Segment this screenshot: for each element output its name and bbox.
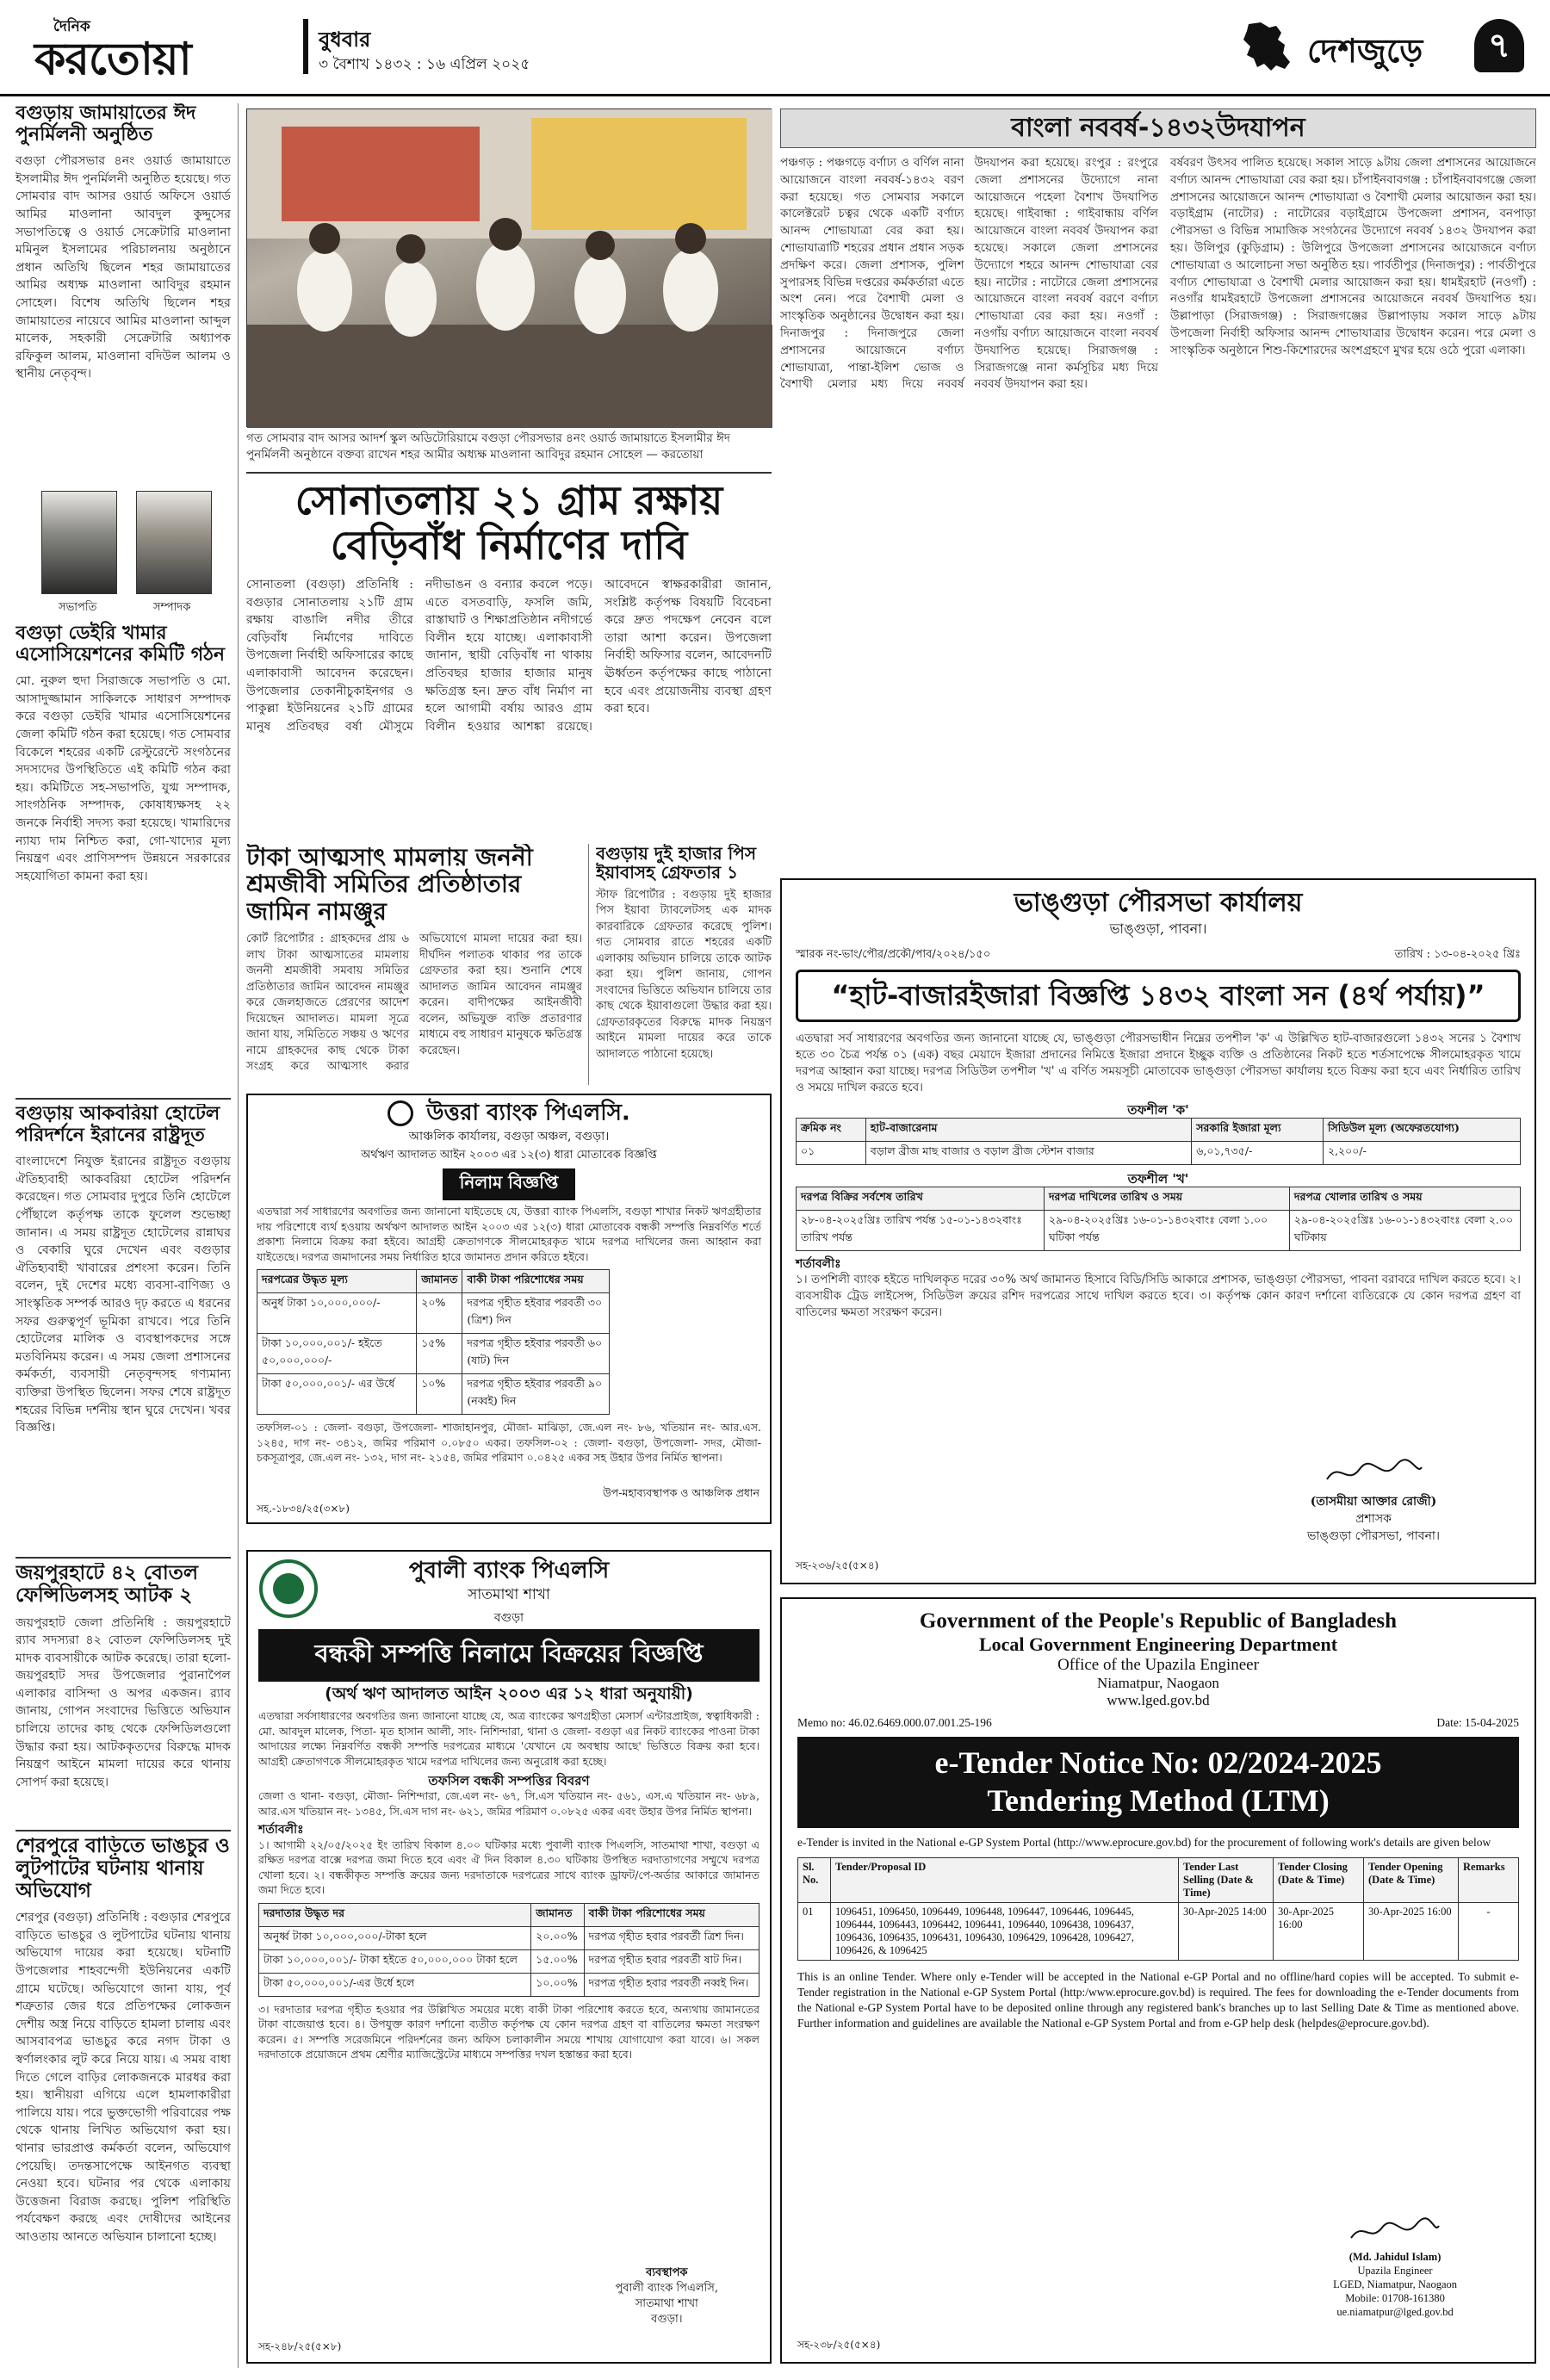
divider <box>16 1098 231 1100</box>
th-bid: দরদাতার উদ্ধৃত দর <box>259 1903 531 1926</box>
story-sonatala <box>246 479 772 840</box>
cell: ১০% <box>417 1374 462 1415</box>
sign-city: বগুড়া। <box>651 2313 683 2326</box>
table-header <box>798 1858 1519 1903</box>
signatory: উপ-মহাব্যবস্থাপক ও আঞ্চলিক প্রধান <box>603 1486 760 1499</box>
cell: ০১ <box>797 1142 866 1165</box>
sign-branch: সাতমাথা শাখা <box>635 2297 698 2310</box>
new-year-banner <box>780 108 1536 148</box>
schedule-k-title: তফশীল 'ক' <box>1127 1102 1189 1119</box>
city: বগুড়া <box>493 1611 524 1626</box>
divider <box>16 1830 231 1831</box>
cell: ১৫.০০% <box>531 1949 584 1973</box>
ad-pubali-bank-auction <box>246 1550 772 2364</box>
masthead <box>0 0 1550 96</box>
story-bail-rejected <box>246 844 582 1085</box>
th-payment: বাকী টাকা পরিশোধের সময় <box>462 1270 610 1293</box>
cell: টাকা ৫০,০০০,০০১/-এর উর্ধে হলে <box>259 1973 531 1996</box>
bank-name <box>257 1100 761 1126</box>
ad-uttara-bank-auction <box>246 1094 772 1524</box>
headline: টাকা আত্মসাৎ মামলায় জননী শ্রমজীবী সমিতির প্রতিষ্ঠাতার জামিন নামঞ্জুর <box>246 844 533 926</box>
office-place: ভাঙ্গুড়া, পাবনা। <box>1109 920 1207 937</box>
cell: ২৯-০৪-২০২৫খ্রিঃ ১৬-০১-১৪৩২বাংঃ বেলা ১.০০ ঘটিকা পর্যন্ত <box>1044 1211 1289 1251</box>
th: সরকারি ইজারা মূল্য <box>1192 1119 1324 1142</box>
property-schedule: তফসিল-০১ : জেলা- বগুড়া, উপজেলা- শাজাহানপুর, মৌজা- মাঝিড়া, জে.এল নং- ৮৬, খতিয়ান নং- আর.এস. ১২৪৫, দাগ নং- ৩৪১২, জমির পরিমাণ ০.০৮৫০ একর। তফসিল-০২ : জেলা- বগুড়া, উপজেলা- সদর, মৌজা- চকসূত্রাপুর, জে.এল নং- ১৩২, দাগ নং- ২১৫৪, জমির পরিমাণ ০.০৪২৫ একর সহ উহার উপর নির্মিত স্থাপনা। <box>257 1421 761 1464</box>
ad-code: সহ-২৪৮/২৫(৫×৮) <box>258 2340 342 2352</box>
gov-name: Government of the People's Republic of Bangladesh <box>919 1609 1398 1633</box>
branch: আঞ্চলিক কার্যালয়, বগুড়া অঞ্চল, বগুড়া। <box>408 1130 610 1144</box>
th-sl: Sl. No. <box>798 1858 831 1903</box>
notice-title: নিলাম বিজ্ঞপ্তি <box>443 1168 576 1200</box>
section-label <box>1231 17 1472 76</box>
cell: ১০.০০% <box>531 1973 584 1996</box>
divider <box>16 1557 231 1559</box>
memo-number: স্মারক নং-ভাং/পৌর/প্রকৌ/পাব/২০২৪/১৫০ <box>796 947 991 961</box>
signatory-block <box>1333 2217 1457 2319</box>
cell: টাকা ১০,০০০,০০১/- হইতে ৫০,০০০,০০০/- <box>257 1334 417 1374</box>
table-header <box>259 1903 760 1926</box>
th-remarks: Remarks <box>1459 1858 1519 1903</box>
th-closing: Tender Closing (Date & Time) <box>1274 1858 1364 1903</box>
terms-title: শর্তাবলীঃ <box>796 1257 841 1272</box>
terms: ১। তপশিলী ব্যাংক হইতে দাখিলকৃত দরের ৩০% অর্থ জামানত হিসাবে বিডি/সিডি আকারে প্রশাসক, ভাঙ্গুড়া পৌরসভা, পাবনা বরাবরে দাখিল করতে হবে। ২। ব্যবসায়ীক ট্রেড লাইসেন্স, সিডিউল ক্রয়ের রশিদ দরপত্রের সাথে দাখিল করতে হবে। ৩। কর্তৃপক্ষ কোন কারণ দর্শানো ব্যতিরেকে যে কোন দরপত্র গ্রহণ বা বাতিলের ক্ষমতা সংরক্ষণ করেন। <box>796 1272 1522 1319</box>
table-row <box>259 1949 760 1973</box>
signatory-block <box>615 2265 718 2327</box>
table-header <box>257 1270 610 1293</box>
cell: 30-Apr-2025 16:00 <box>1364 1903 1459 1961</box>
notice-intro: এতদ্বারা সর্ব সাধারণের অবগতির জন্য জানানো যাইতেছে যে, উত্তরা ব্যাংক পিএলসি, বগুড়া শাখার নিকট ঋণগ্রহীতার দায় পরিশোধে ব্যর্থ হওয়ায় অর্থঋণ আদালত আইন ২০০৩ এর ১২(৩) ধারা মোতাবেক বন্ধকী সম্পত্তি নিম্নবর্ণিত শর্তে প্রকাশ্য নিলামে বিক্রয় করা হইবে। আগ্রহী ক্রেতাগণকে সীলমোহরকৃত খামে দরপত্র দাখিলের জন্য আহ্বান করা যাইতেছে। দরপত্র জমাদানের সময় নির্ধারিত হারে জামানত প্রদান করিতে হইবে। <box>257 1205 761 1263</box>
pubali-bank-logo-icon <box>258 1559 319 1619</box>
branch: সাতমাথা শাখা <box>468 1586 550 1604</box>
th-opening: Tender Opening (Date & Time) <box>1364 1858 1459 1903</box>
divider <box>246 472 772 474</box>
story-body: মো. নুরুল হুদা সিরাজকে সভাপতি ও মো. আসাদুজ্জামান সাকিলকে সাধারণ সম্পাদক করে বগুড়া ডেইরি খামার এসোসিয়েশনের জেলা কমিটি গঠন করা হয়েছে। গত সোমবার বিকেলে শহরের একটি রেস্টুরেন্টে সংগঠনের সদস্যদের উপস্থিতিতে এই কমিটি গঠন করা হয়। কমিটিতে সহ-সভাপতি, যুগ্ম সম্পাদক, সাংগঠনিক সম্পাদক, কোষাধ্যক্ষসহ ২২ জনকে নির্বাহী সদস্য করা হয়েছে। খামারিদের ন্যায্য দাম নিশ্চিত করা, গো-খাদ্যের মূল্য নিয়ন্ত্রণ এবং প্রাণিসম্পদ উন্নয়নে সরকারের সহযোগিতা কামনা করা হয়। <box>16 674 231 883</box>
newspaper-logo <box>34 15 293 85</box>
th: হাট-বাজারেনাম <box>865 1119 1191 1142</box>
story-body: শেরপুর (বগুড়া) প্রতিনিধি : বগুড়ার শেরপুরে বাড়িতে ভাঙচুর ও লুটপাটের ঘটনায় থানায় অভিযোগ দায়ের করা হয়েছে। ঘটনাটি উপজেলার শাহবন্দেগী ইউনিয়নের একটি গ্রামে ঘটেছে। অভিযোগে জানা যায়, পূর্ব শত্রুতার জের ধরে প্রতিপক্ষের লোকজন দেশীয় অস্ত্র নিয়ে বাড়িতে হামলা চালায় এবং আসবাবপত্র ভাঙচুর করে নগদ টাকা ও স্বর্ণালংকার লুট করে নিয়ে যায়। এ সময় বাধা দিতে গেলে বাড়ির লোকজনকে মারধর করা হয়। স্থানীয়রা এগিয়ে এলে হামলাকারীরা পালিয়ে যায়। পরে ভুক্তভোগী পরিবারের পক্ষ থেকে থানায় লিখিত অভিযোগ করা হয়। থানার ভারপ্রাপ্ত কর্মকর্তা বলেন, অভিযোগ পেয়েছি। তদন্তসাপেক্ষে আইনগত ব্যবস্থা নেওয়া হবে। ঘটনার পর থেকে এলাকায় উত্তেজনা বিরাজ করছে। পুলিশ পরিস্থিতি পর্যবেক্ষণ করছে এবং দোষীদের আইনের আওতায় আনতে অভিযান চালানো হচ্ছে। <box>16 1911 231 2244</box>
cell: 1096451, 1096450, 1096449, 1096448, 1096447, 1096446, 1096445, 1096444, 1096443, 1096442, 1096441, 1096440, 1096438, 1096437, 1096436, 1096435, 1096431, 1096430, 1096429, 1096428, 1096427, 1096426, & 1096425 <box>831 1903 1179 1961</box>
dept-name: Local Government Engineering Department <box>978 1633 1338 1655</box>
terms-top: ১। আগামী ২২/০৫/২০২৫ ইং তারিখ বিকাল ৪.০০ ঘটিকার মধ্যে পুবালী ব্যাংক পিএলসি, সাতমাথা শাখা, বগুড়া এ রক্ষিত দরপত্র বাক্সে দরপত্র জমা দিতে হবে এবং ঐ দিন বিকাল ৪.৩০ ঘটিকায় উপস্থিত দরদাতাগণের সম্মুখে দরপত্র খোলা হবে। ২। বন্ধকীকৃত সম্পত্তি ক্রয়ের জন্য দরদাতাকে দরপত্রের সাথে ব্যাংক ড্রাফট/পে-অর্ডার আকারে জামানত জমা দিতে হবে। <box>258 1838 760 1897</box>
story-body: স্টাফ রিপোর্টার : বগুড়ায় দুই হাজার পিস ইয়াবা ট্যাবলেটসহ এক মাদক কারবারিকে গ্রেফতার করেছে পুলিশ। গত সোমবার রাতে শহরের একটি এলাকায় অভিযান চালিয়ে তাকে আটক করা হয়। পুলিশ জানায়, গোপন সংবাদের ভিত্তিতে অভিযান চালিয়ে তার কাছ থেকে ইয়াবাগুলো উদ্ধার করা হয়। গ্রেফতারকৃতের বিরুদ্ধে মাদক নিয়ন্ত্রণ আইনে মামলা দায়ের করে তাকে আদালতে পাঠানো হয়েছে। <box>596 888 772 1061</box>
memo-number: Memo no: 46.02.6469.000.07.001.25-196 <box>797 1716 992 1729</box>
memo-date: তারিখ : ১৩-০৪-২০২৫ খ্রিঃ <box>1394 947 1521 961</box>
tender-notice-number: e-Tender Notice No: 02/2024-2025 <box>934 1745 1382 1780</box>
banner-text: বাংলা নববর্ষ-১৪৩২উদযাপন <box>1011 113 1305 143</box>
column-rule <box>238 103 239 2368</box>
cell: দরপত্র গৃহীত হইবার পরবর্তী ৯০ (নব্বই) দিন <box>462 1374 610 1415</box>
logo-small-text: দৈনিক <box>53 18 90 35</box>
cell: টাকা ৫০,০০০,০০১/- এর উর্ধে <box>257 1374 417 1415</box>
story-body: বগুড়া পৌরসভার ৪নং ওয়ার্ড জামায়াতে ইসলামীর ঈদ পুনর্মিলনী অনুষ্ঠিত হয়েছে। গত সোমবার বাদ আসর ওয়ার্ড অফিসে ওয়ার্ড আমির মাওলানা আবদুল কুদ্দুসের সভাপতিত্বে ও ওয়ার্ড সেক্রেটারি মাওলানা মমিনুল ইসলামের পরিচালনায় অনুষ্ঠানে প্রধান অতিথি ছিলেন শহর জামায়াতের আমির অধ্যক্ষ মাওলানা আবিদুর রহমান সোহেল। বিশেষ অতিথি ছিলেন শহর জামায়াতের নায়েবে আমির মাওলানা আব্দুল মালেক, সহকারী সেক্রেটারি অধ্যাপক রফিকুল আলম, মাওলানা বদিউল আলম ও স্থানীয় নেতৃবৃন্দ। <box>16 154 231 381</box>
story-body: জয়পুরহাট জেলা প্রতিনিধি : জয়পুরহাটে র‌্যাব সদস্যরা ৪২ বোতল ফেন্সিডিলসহ দুই মাদক ব্যবসায়ীকে আটক করেছে। তারা হলো-জয়পুরহাট সদর উপজেলার পুরানাপৈল এলাকার বাসিন্দা ও অপর একজন। র‌্যাব জানায়, গোপন সংবাদের ভিত্তিতে অভিযান চালিয়ে তাদের কাছ থেকে ফেন্সিডিলগুলো উদ্ধার করা হয়। আটককৃতদের বিরুদ্ধে মাদক নিয়ন্ত্রণ আইনে মামলা দায়ের করে থানায় সোপর্দ করা হয়েছে। <box>16 1615 231 1789</box>
table-row <box>259 1973 760 1996</box>
th-payment: বাকী টাকা পরিশোধের সময় <box>584 1903 759 1926</box>
notice-intro: এতদ্বারা সর্বসাধারণের অবগতির জন্য জানানো যাচ্ছে যে, অত্র ব্যাংকের ঋণগ্রহীতা মেসার্স এন্টারপ্রাইজ, স্বত্বাধিকারী : মো. আবদুল মালেক, পিতা- মৃত হাসান আলী, সাং- নিশিন্দারা, থানা ও জেলা- বগুড়া এর নিকট ব্যাংকের পাওনা টাকা আদায়ের লক্ষ্যে নিম্নবর্ণিত বন্ধকী সম্পত্তি দরপত্রের মাধ্যমে 'যেখানে যে অবস্থায় আছে' ভিত্তিতে বিক্রয় করা হবে। আগ্রহী ক্রেতাগণকে সীলমোহরকৃত খামে দরপত্র দাখিলের জন্য অনুরোধ করা হচ্ছে। <box>258 1709 760 1768</box>
schedule-kh-title: তফশীল 'খ' <box>1127 1171 1189 1187</box>
cell: ২৯-০৪-২০২৫খ্রিঃ ১৬-০১-১৪৩২বাংঃ বেলা ২.০০ ঘটিকায় <box>1289 1211 1520 1251</box>
cell: টাকা ১০,০০০,০০১/- টাকা হইতে ৫০,০০০,০০০ টাকা হলে <box>259 1949 531 1973</box>
th: দরপত্র দাখিলের তারিখ ও সময় <box>1044 1187 1289 1211</box>
label-secretary: সম্পাদক <box>153 601 191 614</box>
th: সিডিউল মূল্য (অফেরতযোগ্য) <box>1323 1119 1520 1142</box>
law-ref: (অর্থ ঋণ আদালত আইন ২০০৩ এর ১২ ধারা অনুযায়ী) <box>325 1684 693 1703</box>
sign-org: LGED, Niamatpur, Naogaon <box>1333 2278 1457 2290</box>
masthead-divider <box>303 19 308 74</box>
ad-code: সহ-২৩৮/২৫(৫×৪) <box>797 2339 881 2351</box>
cell: ২৮-০৪-২০২৫খ্রিঃ তারিখ পর্যন্ত ১৫-০১-১৪৩২বাংঃ তারিখ পর্যন্ত <box>797 1211 1045 1251</box>
office-name: ভাঙ্গুড়া পৌরসভা কার্যালয় <box>1014 888 1303 918</box>
headline: বগুড়া ডেইরি খামার এসোসিয়েশনের কমিটি গঠন <box>16 623 226 666</box>
notice-title: “হাট-বাজারইজারা বিজ্ঞপ্তি ১৪৩২ বাংলা সন (৪র্থ পর্যায়)” <box>796 970 1521 1023</box>
sign-bank: পুবালী ব্যাংক পিএলসি, <box>615 2282 718 2295</box>
headline-line-2: বেড়িবাঁধ নির্মাণের দাবি <box>330 521 688 568</box>
signer-title: প্রশাসক <box>1355 1512 1392 1526</box>
signature-mark <box>1322 1457 1425 1488</box>
office-place: Niamatpur, Naogaon <box>1097 1675 1219 1691</box>
terms-title: শর্তাবলীঃ <box>258 1823 304 1838</box>
tender-title-block <box>797 1737 1519 1828</box>
sign-email: ue.niamatpur@lged.gov.bd <box>1336 2306 1454 2318</box>
tender-intro: e-Tender is invited in the National e-GP System Portal (http://www.eprocure.gov.bd) for the procurement of following work's details are given below <box>797 1836 1491 1849</box>
story-body: সোনাতলা (বগুড়া) প্রতিনিধি : বগুড়ার সোনাতলায় ২১টি গ্রাম রক্ষায় বাঙালি নদীর তীরে বেড়িবাঁধ নির্মাণের দাবিতে উপজেলা নির্বাহী অফিসারের কাছে এলাকাবাসী আবেদন করেছেন। উপজেলার তেকানীচুকাইনগর ও পাকুল্লা ইউনিয়নের ২১টি গ্রামের মানুষ প্রতিবছর বর্ষা মৌসুমে নদীভাঙন ও বন্যার কবলে পড়ে। এতে বসতবাড়ি, ফসলি জমি, রাস্তাঘাট ও শিক্ষাপ্রতিষ্ঠান নদীগর্ভে বিলীন হয়ে যাচ্ছে। এলাকাবাসী জানান, স্থায়ী বেড়িবাঁধ না থাকায় প্রতিবছর হাজার হাজার মানুষ ক্ষতিগ্রস্ত হন। দ্রুত বাঁধ নির্মাণ না হলে আগামী বর্ষায় আরও গ্রাম বিলীন হওয়ার আশঙ্কা রয়েছে। আবেদনে স্বাক্ষরকারীরা জানান, সংশ্লিষ্ট কর্তৃপক্ষ বিষয়টি বিবেচনা করে দ্রুত পদক্ষেপ নেবেন বলে তারা আশা করেন। উপজেলা নির্বাহী অফিসার বলেন, আবেদনটি ঊর্ধ্বতন কর্তৃপক্ষের কাছে পাঠানো হবে এবং প্রয়োজনীয় ব্যবস্থা গ্রহণ করা হবে। <box>246 578 772 734</box>
deposit-table <box>258 1903 760 1997</box>
new-year-column-1: পঞ্চগড় : পঞ্চগড়ে বর্ণাঢ্য ও বর্ণিল নানা আয়োজনে বাংলা নববর্ষ-১৪৩২ বরণ করা হয়েছে। গত সোমবার সকালে কালেক্টরেট চত্বর থেকে একটি বর্ণাঢ্য আনন্দ শোভাযাত্রা বের করা হয়। শোভাযাত্রাটি শহরের প্রধান প্রধান সড়ক প্রদক্ষিণ করে। জেলা প্রশাসক, পুলিশ সুপারসহ বিভিন্ন দপ্তরের কর্মকর্তারা এতে অংশ নেন। পরে বৈশাখী মেলা ও সাংস্কৃতিক অনুষ্ঠানের উদ্বোধন করা হয়। দিনাজপুর : দিনাজপুরে জেলা প্রশাসনের আয়োজনে বর্ণাঢ্য শোভাযাত্রা, পান্তা-ইলিশ ভোজ ও বৈশাখী মেলার মধ্য দিয়ে নববর্ষ উদযাপন করা হয়েছে। রংপুর : রংপুরে জেলা প্রশাসনের উদ্যোগে নানা আয়োজনে পহেলা বৈশাখ উদযাপিত হয়েছে। গাইবান্ধা : গাইবান্ধায় বর্ণিল আয়োজনে বাংলা নববর্ষ উদযাপন করা হয়েছে। সকালে জেলা প্রশাসনের উদ্যোগে শহরে আনন্দ শোভাযাত্রা বের হয়। নাটোর : নাটোরে জেলা প্রশাসনের আয়োজনে বাংলা নববর্ষ বরণে বর্ণাঢ্য শোভাযাত্রা বের করা হয়। নওগাঁ : নওগাঁয় বর্ণাঢ্য আয়োজনে বাংলা নববর্ষ উদযাপিত হয়েছে। সিরাজগঞ্জ : সিরাজগঞ্জে নানা কর্মসূচির মধ্য দিয়ে নববর্ষ উদযাপন করা হয়। <box>780 156 1158 392</box>
law-ref: অর্থঋণ আদালত আইন ২০০৩ এর ১২(৩) ধারা মোতাবেক বিজ্ঞপ্তি <box>361 1149 657 1162</box>
cell: অনুর্ধ টাকা ১০,০০০,০০০/- <box>257 1293 417 1334</box>
office-name: Office of the Upazila Engineer <box>1057 1656 1259 1674</box>
section-name: দেশজুড়ে <box>1307 32 1423 70</box>
table-row <box>259 1926 760 1949</box>
headline: বগুড়ায় জামায়াতের ঈদ পুনর্মিলনী অনুষ্ঠিত <box>16 103 196 146</box>
table-header <box>797 1119 1521 1142</box>
tender-table <box>797 1857 1519 1961</box>
cell: 01 <box>798 1903 831 1961</box>
story-new-year <box>780 108 1536 866</box>
notice-intro: এতদ্বারা সর্ব সাধারণের অবগতির জন্য জানানো যাচ্ছে যে, ভাঙ্গুড়া পৌরসভাধীন নিম্নের তপশীল 'ক' এ উল্লিখিত হাট-বাজারগুলো ১৪৩২ সনের ১ বৈশাখ হতে ৩০ চৈত্র পর্যন্ত ০১ (এক) বছর মেয়াদে ইজারা প্রদানের নিমিত্তে ইজারা প্রদানে ইচ্ছুক ব্যক্তি ও প্রতিষ্ঠানের নিকট হতে শর্তসাপেক্ষে সীলমোহরকৃত খামে দরপত্র আহ্বান করা যাচ্ছে। দরপত্র সিডিউল তপশীল 'খ' এ বর্ণিত সময়সূচী মোতাবেক ভাঙ্গুড়া পৌরসভা কার্যালয় হতে বিক্রয় করা হবে এবং নির্ধারিত তারিখ ও সময়ে দাখিল করতে হবে। <box>796 1032 1521 1095</box>
masthead-day: বুধবার <box>319 28 371 52</box>
th: দরপত্র বিক্রির সর্বশেষ তারিখ <box>797 1187 1045 1211</box>
masthead-date: ৩ বৈশাখ ১৪৩২ : ১৬ এপ্রিল ২০২৫ <box>319 56 530 73</box>
ad-lged-etender <box>780 1597 1536 2364</box>
cell: দরপত্র গৃহীত হইবার পরবর্তী ৩০ (ত্রিশ) দিন <box>462 1293 610 1334</box>
headline-line-1: সোনাতলায় ২১ গ্রাম রক্ষায় <box>294 479 723 524</box>
notice-title: বন্ধকী সম্পত্তি নিলামে বিক্রয়ের বিজ্ঞপ্তি <box>258 1629 760 1682</box>
table-row <box>797 1211 1521 1251</box>
story-yaba-arrest <box>596 844 772 1085</box>
table-header <box>797 1187 1521 1211</box>
deposit-table <box>257 1269 610 1415</box>
cell: ১৫% <box>417 1334 462 1374</box>
logo-main-text: করতোয়া <box>34 34 191 85</box>
tender-note: This is an online Tender. Where only e-Tender will be accepted in the National e-GP Portal and no offline/hard copies will be accepted. To submit e-Tender registration in the National e-GP System Portal (http:/www.eprocure.gov.bd) is required. The fees for downloading the e-Tender documents from the National e-GP System Portal have to be deposited online through any registered bank's branches up to last Selling Date & Time as mentioned above. Further information and guidelines are available the National e-GP System Portal and from e-GP help desk (helpdes@eprocure.gov.bd). <box>797 1970 1519 2030</box>
memo-date: Date: 15-04-2025 <box>1436 1716 1519 1729</box>
table-row <box>257 1293 610 1334</box>
cell: - <box>1459 1903 1519 1961</box>
story-eid-reunion <box>16 103 231 482</box>
schedule-title: তফসিল বন্ধকী সম্পত্তির বিবরণ <box>428 1773 590 1789</box>
sign-name: (Md. Jahidul Islam) <box>1348 2251 1442 2263</box>
bank-name: পুবালী ব্যাংক পিএলসি <box>408 1558 610 1584</box>
schedule-kh-table <box>796 1187 1521 1251</box>
table-row <box>257 1374 610 1415</box>
property-schedule: জেলা ও থানা- বগুড়া, মৌজা- নিশিন্দারা, জে.এল নং- ৬৭, সি.এস খতিয়ান নং- ৫৬১, এস.এ খতিয়ান নং- ৬৮৯, আর.এস খতিয়ান নং- ১৩৪৫, সি.এস দাগ নং- ৬২১, জমির পরিমাণ ০.০৮২৫ একর এবং উহার উপর নির্মিত স্থাপনা। <box>258 1789 760 1818</box>
sign-mobile: Mobile: 01708-161380 <box>1345 2292 1445 2304</box>
portrait-secretary <box>136 491 212 594</box>
cell: দরপত্র গৃহীত হবার পরবর্তী ষাট দিন। <box>584 1949 759 1973</box>
story-sherpur <box>16 1836 231 2370</box>
ad-code: সহ.-১৮৩৪/২৫(৩×৮) <box>257 1503 350 1515</box>
th-deposit: জামানত <box>417 1270 462 1293</box>
table-row <box>797 1142 1521 1165</box>
headline: জয়পুরহাটে ৪২ বোতল ফেন্সিডিলসহ আটক ২ <box>16 1563 199 1607</box>
bangladesh-map-icon <box>1231 19 1300 74</box>
photo-eid-reunion <box>246 108 772 427</box>
cell: দরপত্র গৃহীত হবার পরবর্তী ত্রিশ দিন। <box>584 1926 759 1949</box>
cell: অনুর্ধ্ব টাকা ১০,০০০,০০০/-টাকা হলে <box>259 1926 531 1949</box>
cell: ২০.০০% <box>531 1926 584 1949</box>
th-bid: দরপত্রের উদ্ধৃত মূল্য <box>257 1270 417 1293</box>
new-year-column-2: বর্ষবরণ উৎসব পালিত হয়েছে। সকাল সাড়ে ৯টায় জেলা প্রশাসনের আয়োজনে বর্ণাঢ্য আনন্দ শোভাযাত্রা বের করা হয়। চাঁপাইনবাবগঞ্জ : চাঁপাইনবাবগঞ্জে জেলা প্রশাসনের আয়োজনে আনন্দ শোভাযাত্রা ও বৈশাখী মেলার আয়োজন করা হয়। বড়াইগ্রাম (নাটোর) : নাটোরের বড়াইগ্রামে উপজেলা প্রশাসন, বনপাড়া পৌরসভা ও বিভিন্ন সামাজিক সংগঠনের উদ্যোগে নববর্ষ ১৪৩২ উদযাপন করা হয়। উলিপুর (কুড়িগ্রাম) : উলিপুরে উপজেলা প্রশাসনের আয়োজনে বর্ণাঢ্য শোভাযাত্রা ও আলোচনা সভা অনুষ্ঠিত হয়। পার্বতীপুর (দিনাজপুর) : পার্বতীপুরে বর্ণাঢ্য শোভাযাত্রা ও বৈশাখী মেলার আয়োজন করা হয়। ধামইরহাট (নওগাঁ) : নওগাঁর ধামইরহাটে উপজেলা প্রশাসনের আয়োজনে নববর্ষ উদযাপিত হয়। উল্লাপাড়া (সিরাজগঞ্জ) : সিরাজগঞ্জের উল্লাপাড়ায় সকাল সাড়ে ৯টায় উপজেলা নির্বাহী অফিসার আনন্দ শোভাযাত্রার উদ্বোধন করেন। পরে মেলা ও সাংস্কৃতিক অনুষ্ঠানে শিশু-কিশোরদের অংশগ্রহণে মুখর হয়ে ওঠে পুরো এলাকা। <box>1170 156 1536 357</box>
th-tender-id: Tender/Proposal ID <box>831 1858 1179 1903</box>
headline: শেরপুরে বাড়িতে ভাঙচুর ও লুটপাটের ঘটনায় থানায় অভিযোগ <box>16 1836 230 1902</box>
website: www.lged.gov.bd <box>1107 1692 1210 1708</box>
photo-caption: গত সোমবার বাদ আসর আদর্শ স্কুল অডিটোরিয়ামে বগুড়া পৌরসভার ৪নং ওয়ার্ড জামায়াতে ইসলামীর ঈদ পুনর্মিলনী অনুষ্ঠানে বক্তব্য রাখেন শহর আমীর অধ্যক্ষ মাওলানা আবিদুর রহমান সোহেল — করতোয়া <box>246 431 730 462</box>
th-last-selling: Tender Last Selling (Date & Time) <box>1179 1858 1274 1903</box>
headline: বগুড়ায় আকবরিয়া হোটেল পরিদর্শনে ইরানের রাষ্ট্রদূত <box>16 1104 220 1146</box>
page-number: ৭ <box>1474 19 1524 72</box>
story-iran-ambassador <box>16 1104 231 1552</box>
cell: দরপত্র গৃহীত হইবার পরবর্তী ৬০ (ষাট) দিন <box>462 1334 610 1374</box>
signatory-block <box>1307 1457 1440 1545</box>
headline: বগুড়ায় দুই হাজার পিস ইয়াবাসহ গ্রেফতার ১ <box>596 844 757 883</box>
th: দরপত্র খোলার তারিখ ও সময় <box>1289 1187 1520 1211</box>
terms-bottom: ৩। দরদাতার দরপত্র গৃহীত হওয়ার পর উল্লিখিত সময়ের মধ্যে বাকী টাকা পরিশোধ করতে হবে, অন্যথায় জামানতের টাকা বাজেয়াপ্ত হবে। ৪। উপযুক্ত কারণ দর্শানো ব্যতীত কর্তৃপক্ষ যে কোন দরপত্র গ্রহণ বা বাতিলের ক্ষমতা সংরক্ষণ করেন। ৫। সম্পত্তি সরেজমিনে পরিদর্শনের জন্য অফিস চলাকালীন সময়ে শাখায় যোগাযোগ করা যাবে। ৬। সকল দরদাতাকে প্রয়োজনে প্রথম শ্রেণীর ম্যাজিস্ট্রেটের মাধ্যমে সম্পত্তির দখল হস্তান্তর করা হবে। <box>258 2002 760 2061</box>
sign-title: ব্যবস্থাপক <box>645 2266 688 2279</box>
th-deposit: জামানত <box>531 1903 584 1926</box>
story-jaipurhat <box>16 1563 231 1825</box>
bank-logo-icon <box>388 1100 413 1126</box>
photo-scene <box>247 109 772 428</box>
cell: ২০% <box>417 1293 462 1334</box>
table-row <box>798 1903 1519 1961</box>
th: ক্রমিক নং <box>797 1119 866 1142</box>
signature-mark <box>1348 2217 1442 2247</box>
signer-place: ভাঙ্গুড়া পৌরসভা, পাবনা। <box>1307 1529 1440 1543</box>
cell: 30-Apr-2025 16:00 <box>1274 1903 1364 1961</box>
cell: দরপত্র গৃহীত হবার পরবর্তী নব্বই দিন। <box>584 1973 759 1996</box>
schedule-k-table <box>796 1118 1521 1165</box>
story-body: বাংলাদেশে নিযুক্ত ইরানের রাষ্ট্রদূত বগুড়ায় ঐতিহ্যবাহী আকবরিয়া হোটেল পরিদর্শন করেছেন। গত সোমবার দুপুরে তিনি হোটেলে পৌঁছালে কর্তৃপক্ষ তাকে ফুলেল শুভেচ্ছা জানান। এ সময় রাষ্ট্রদূত হোটেলের রান্নাঘর ও বেকারি ঘুরে দেখেন এবং বগুড়ার ঐতিহ্যবাহী খাবারের প্রশংসা করেন। তিনি বলেন, দুই দেশের মধ্যে ব্যবসা-বাণিজ্য ও সাংস্কৃতিক সম্পর্ক আরও দৃঢ় করতে এ ধরনের সফর গুরুত্বপূর্ণ ভূমিকা রাখবে। পরে তিনি হোটেলের মালিক ও ব্যবস্থাপকদের সঙ্গে মতবিনিময় করেন। এ সময় জেলা প্রশাসনের কর্মকর্তা, ব্যবসায়ী নেতৃবৃন্দসহ গণ্যমান্য ব্যক্তিরা উপস্থিত ছিলেন। সফর শেষে রাষ্ট্রদূত শহরের বিভিন্ন দর্শনীয় স্থান ঘুরে দেখেন। খবর বিজ্ঞপ্তি। <box>16 1155 231 1435</box>
cell: ২,২০০/- <box>1323 1142 1520 1165</box>
cell: ৬,০১,৭৩৫/- <box>1192 1142 1324 1165</box>
story-dairy-committee <box>16 491 231 1094</box>
cell: বড়াল ব্রীজ মাছ বাজার ও বড়াল ব্রীজ স্টেশন বাজার <box>865 1142 1191 1165</box>
cell: 30-Apr-2025 14:00 <box>1179 1903 1274 1961</box>
table-row <box>257 1334 610 1374</box>
ad-bhangura-municipality <box>780 878 1536 1584</box>
ad-code: সহ-২৩৬/২৫(৫×৪) <box>796 1559 879 1571</box>
label-president: সভাপতি <box>59 601 97 614</box>
signer-name: (তাসমীয়া আক্তার রোজী) <box>1310 1495 1437 1509</box>
portrait-president <box>41 491 117 594</box>
tender-method: Tendering Method (LTM) <box>987 1783 1330 1818</box>
sign-title: Upazila Engineer <box>1357 2265 1433 2277</box>
column-rule <box>588 844 589 1085</box>
bank-name-text: উত্তরা ব্যাংক পিএলসি. <box>426 1100 630 1126</box>
story-body: কোর্ট রিপোর্টার : গ্রাহকদের প্রায় ৬ লাখ টাকা আত্মসাতের মামলায় জননী শ্রমজীবী সমবায় সমিতির প্রতিষ্ঠাতার জামিন আবেদন নামঞ্জুর করে জেলহাজতে প্রেরণের আদেশ দিয়েছেন আদালত। মামলা সূত্রে জানা যায়, সমিতিতে সঞ্চয় ও ঋণের নামে গ্রাহকদের কাছ থেকে টাকা সংগ্রহ করে আত্মসাৎ করার অভিযোগে মামলা দায়ের করা হয়। দীর্ঘদিন পলাতক থাকার পর তাকে গ্রেফতার করা হয়। শুনানি শেষে আদালত জামিন আবেদন নামঞ্জুর করেন। বাদীপক্ষের আইনজীবী বলেন, অভিযুক্ত ব্যক্তি প্রতারণার মাধ্যমে বহু সাধারণ মানুষকে ক্ষতিগ্রস্ত করেছেন। <box>246 933 582 1074</box>
